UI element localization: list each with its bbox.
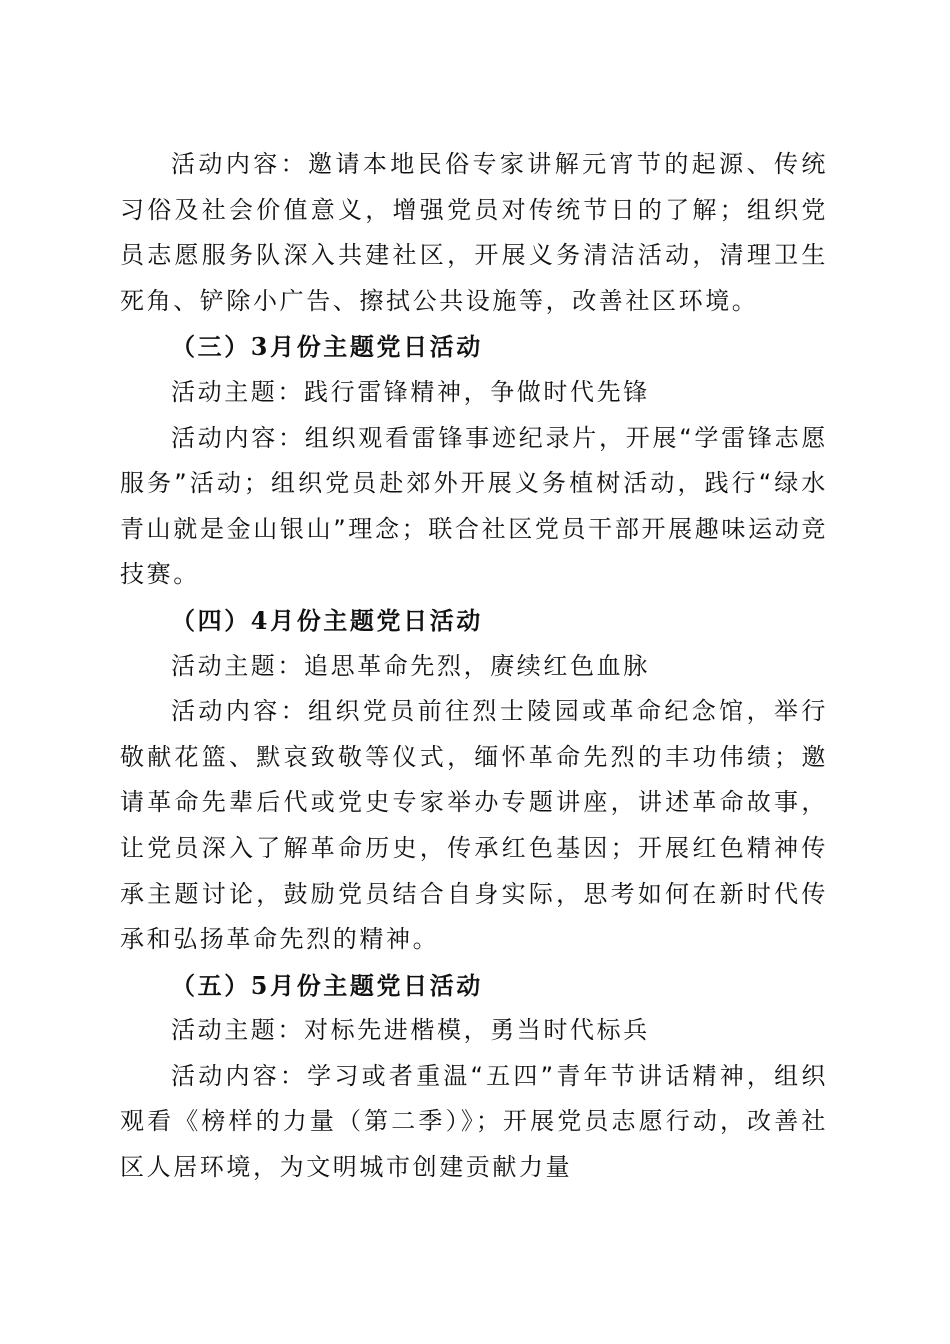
- heading-may-activity: （五）5月份主题党日活动: [171, 970, 483, 1000]
- paragraph-activity-content-april: 活动内容：组织党员前往烈士陵园或革命纪念馆，举行敬献花篮、默哀致敬等仪式，缅怀革命先烈的丰功伟绩；邀请革命先辈后代或党史专家举办专题讲座，讲述革命故事，让党员深入了解革命历史，传承红色基因；开展红色精神传承主题讨论，鼓励党员结合自身实际，思考如何在新时代传承和弘扬革命先烈的精神。: [120, 697, 828, 954]
- paragraph-activity-theme-may: 活动主题：对标先进楷模，勇当时代标兵: [171, 1016, 650, 1045]
- paragraph-activity-content-february: 活动内容：邀请本地民俗专家讲解元宵节的起源、传统习俗及社会价值意义，增强党员对传统节日的了解；组织党员志愿服务队深入共建社区，开展义务清洁活动，清理卫生死角、铲除小广告、擦拭公共设施等，改善社区环境。: [120, 150, 828, 315]
- document-body: [120, 142, 828, 1191]
- heading-march-activity: （三）3月份主题党日活动: [171, 332, 483, 362]
- paragraph-activity-theme-march: 活动主题：践行雷锋精神，争做时代先锋: [171, 377, 650, 406]
- paragraph-activity-theme-april: 活动主题：追思革命先烈，赓续红色血脉: [171, 651, 650, 680]
- paragraph-activity-content-march: 活动内容：组织观看雷锋事迹纪录片，开展“学雷锋志愿服务”活动；组织党员赴郊外开展义务植树活动，践行“绿水青山就是金山银山”理念；联合社区党员干部开展趣味运动竞技赛。: [120, 423, 828, 589]
- heading-april-activity: （四）4月份主题党日活动: [171, 605, 483, 635]
- paragraph-activity-content-may: 活动内容：学习或者重温“五四”青年节讲话精神，组织观看《榜样的力量（第二季）》；开展党员志愿行动，改善社区人居环境，为文明城市创建贡献力量: [120, 1061, 828, 1182]
